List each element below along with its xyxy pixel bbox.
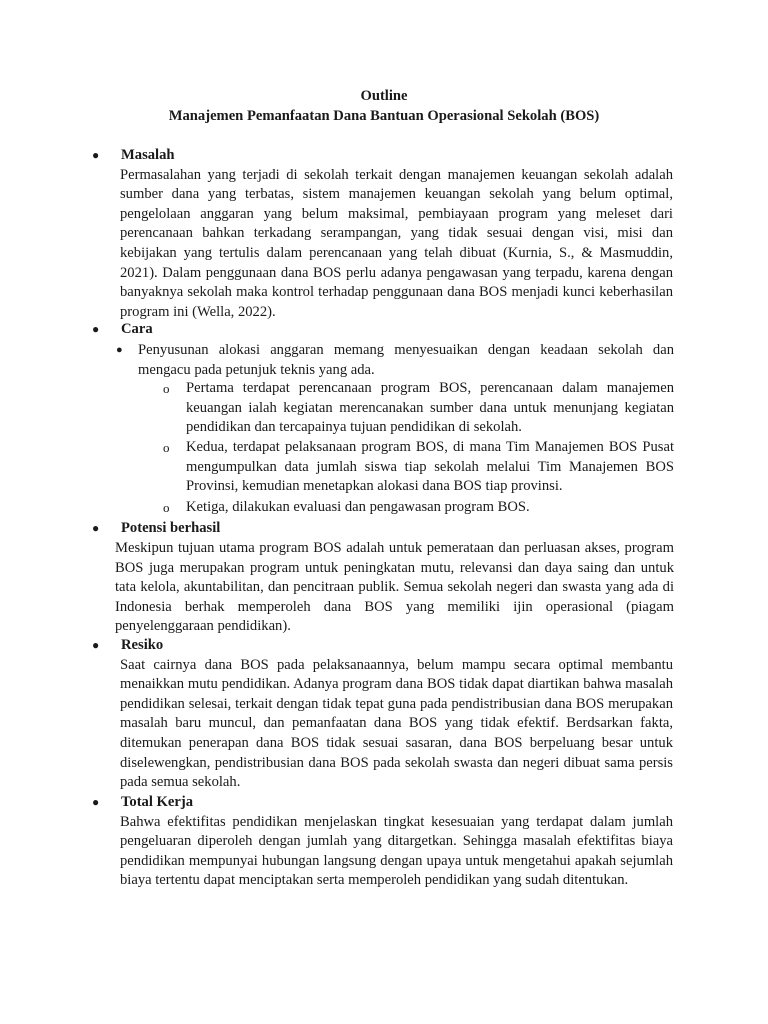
document-subtitle: Manajemen Pemanfaatan Dana Bantuan Operasional Sekolah (BOS) (168, 107, 600, 124)
section-heading: Masalah (121, 147, 175, 163)
section-heading: Potensi berhasil (121, 520, 221, 536)
step-item-text: Kedua, terdapat pelaksanaan program BOS, di mana Tim Manajemen BOS Pusat mengumpulkan data jumlah siswa tiap sekolah melalui Tim Manajemen BOS Provinsi, kemudian menetapkan alokasi dana BOS tiap provinsi. (186, 439, 674, 495)
step-item-text: Pertama terdapat perencanaan program BOS, perencanaan dalam manajemen keuangan ialah kegiatan merencanakan sumber dana untuk menunjang kegiatan pendidikan dan tercapainya tujuan pendidikan di sekolah. (186, 380, 674, 436)
title-block (0, 87, 768, 126)
bullet-icon: ● (92, 322, 100, 336)
section-heading: Cara (121, 321, 153, 337)
section-paragraph: Permasalahan yang terjadi di sekolah terkait dengan manajemen keuangan sekolah adalah sumber dana yang terbatas, sistem manajemen keuangan sekolah yang belum optimal, pengelolaan anggaran yang belum maksimal, pembiayaan program yang meleset dari perencanaan bahkan terkadang serampangan, yang tidak sesuai dengan visi, misi dan kebijakan yang tertulis dalam perencanaan yang telah dibuat (Kurnia, S., & Masmuddin, 2021). Dalam penggunaan dana BOS perlu adanya pengawasan yang terpadu, karena dengan banyaknya sekolah maka kontrol terhadap penggunaan dana BOS menjadi kunci keberhasilan program ini (Wella, 2022). (120, 166, 673, 320)
section-heading: Resiko (121, 637, 164, 653)
step-item-text: Ketiga, dilakukan evaluasi dan pengawasan program BOS. (186, 499, 530, 515)
bullet-icon: ● (92, 148, 100, 162)
bullet-icon: ● (92, 638, 100, 652)
hollow-bullet-icon: o (163, 500, 170, 515)
sub-item-text: Penyusunan alokasi anggaran memang menyesuaikan dengan keadaan sekolah dan mengacu pada petunjuk teknis yang ada. (138, 342, 674, 378)
section-heading: Total Kerja (121, 794, 194, 810)
section-paragraph: Bahwa efektifitas pendidikan menjelaskan tingkat kesesuaian yang terdapat dalam jumlah pengeluaran diperoleh dengan jumlah yang ditargetkan. Sehingga masalah efektifitas biaya pendidikan mempunyai hubungan langsung dengan upaya untuk mengetahui apakah sejumlah biaya tertentu dapat menciptakan serta memperoleh pendidikan yang sudah ditentukan. (120, 813, 673, 889)
section-paragraph: Saat cairnya dana BOS pada pelaksanaannya, belum mampu secara optimal membantu menaikkan mutu pendidikan. Adanya program dana BOS tidak dapat diartikan bahwa masalah pendidikan selesai, terkait dengan tidak tepat guna pada pendistribusian dana BOS merupakan masalah baru muncul, dan pemanfaatan dana BOS yang tidak efektif. Berdsarkan fakta, ditemukan penerapan dana BOS tidak sesuai sasaran, dana BOS berpeluang besar untuk diselewengkan, pendistribusian dana BOS pada sekolah swasta dan negeri dibuat sama persis pada semua sekolah. (120, 656, 673, 791)
bullet-icon: ● (92, 795, 100, 809)
document-title: Outline (360, 88, 408, 104)
bullet-icon: ● (92, 521, 100, 535)
hollow-bullet-icon: o (163, 381, 170, 396)
sub-bullet-icon: ● (116, 344, 123, 356)
hollow-bullet-icon: o (163, 440, 170, 455)
section-paragraph: Meskipun tujuan utama program BOS adalah untuk pemerataan dan perluasan akses, program BOS juga merupakan program untuk peningkatan mutu, relevansi dan daya saing dan untuk tata kelola, akuntabilitan, dan pencitraan publik. Semua sekolah negeri dan swasta yang ada di Indonesia berhak memperoleh dana BOS yang memiliki ijin operasional (piagam penyelenggaraan pendidikan). (115, 540, 674, 635)
